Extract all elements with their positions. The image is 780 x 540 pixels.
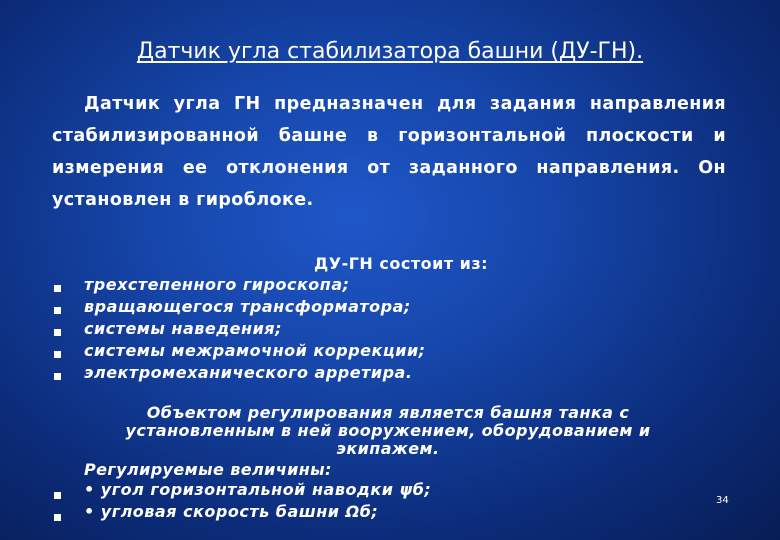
slide-title: Датчик угла стабилизатора башни (ДУ-ГН). — [136, 39, 644, 64]
list-item-text: электромеханического арретира. — [84, 363, 413, 382]
list-item-text: трехстепенного гироскопа; — [84, 275, 350, 294]
page-number: 34 — [716, 495, 729, 506]
regulation-object-text — [52, 404, 724, 458]
list-item-text: вращающегося трансформатора; — [84, 297, 411, 316]
square-bullet-icon — [54, 329, 61, 336]
list-item-text: • угол горизонтальной наводки ψб; — [84, 480, 432, 499]
intro-line-4: от заданного направления. Он установлен в гироблоке. — [52, 158, 726, 210]
components-heading: ДУ-ГН состоит из: — [314, 254, 489, 273]
square-bullet-icon — [54, 492, 61, 499]
object-line-2: установленным в ней вооружением, оборудованием и — [125, 421, 651, 440]
list-item-text: системы межрамочной коррекции; — [84, 341, 426, 360]
intro-line-3: горизонтальной плоскости и измерения ее отклонения — [52, 126, 726, 178]
intro-line-1: Датчик угла ГН предназначен для задания — [84, 94, 577, 114]
intro-paragraph — [52, 88, 726, 216]
regulated-heading: Регулируемые величины: — [84, 460, 332, 479]
square-bullet-icon — [54, 514, 61, 521]
object-line-3: экипажем. — [336, 439, 440, 458]
object-line-1: Объектом регулирования является башня танка с — [146, 403, 630, 422]
square-bullet-icon — [54, 373, 61, 380]
square-bullet-icon — [54, 285, 61, 292]
list-item-text: • угловая скорость башни Ωб; — [84, 502, 379, 521]
list-item-text: системы наведения; — [84, 319, 282, 338]
square-bullet-icon — [54, 307, 61, 314]
intro-line-2: направления стабилизированной башне в — [52, 94, 726, 146]
square-bullet-icon — [54, 351, 61, 358]
